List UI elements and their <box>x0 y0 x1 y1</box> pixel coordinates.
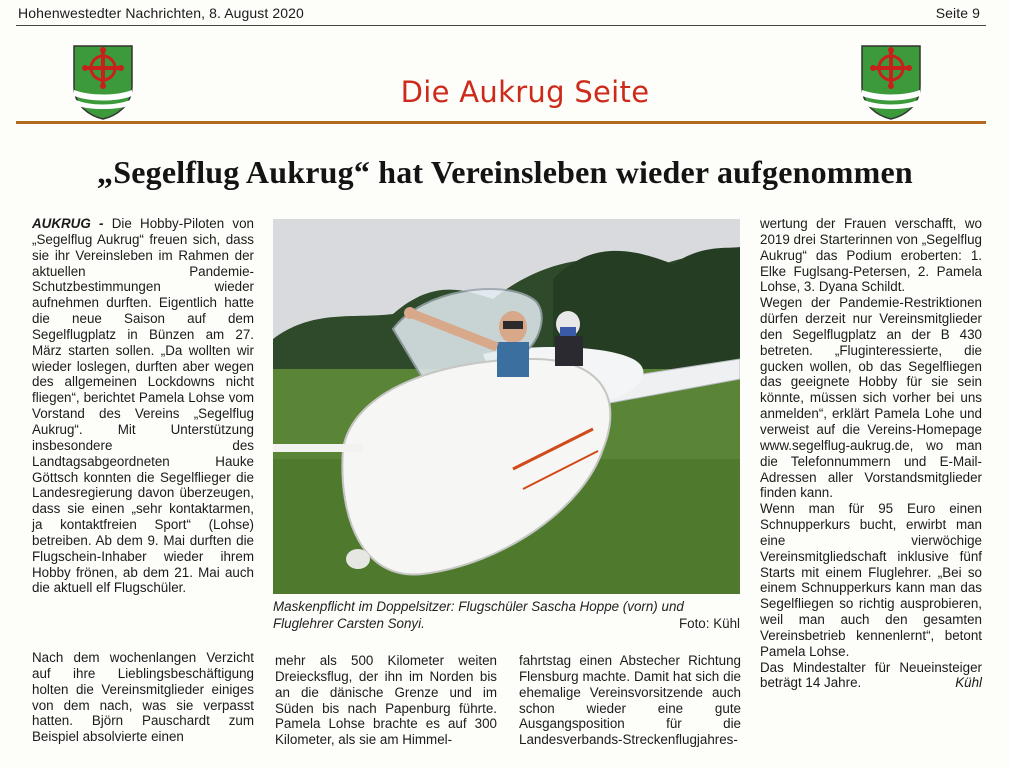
article-text-col4b: Wegen der Pandemie-Restriktionen dürfen derzeit nur Vereinsmitglieder den Segelflugplatz an der B 430 betreten. „Fluginteressierte, die gucken wollen, ob das Segelfliegen das geeignete Hobby für sie sein könnte, müssen sich vorher bei uns anmelden“, erklärt Pamela Lohe und verweist auf die Vereins-Homepage www.segelflug-aukrug.de, wo man die Telefonnummern und E-Mail-Adressen aller Vorstandsmitglieder finden kann. <box>760 295 982 501</box>
coat-of-arms-icon <box>860 44 922 120</box>
banner-rule <box>16 121 986 124</box>
header-rule <box>16 25 986 26</box>
article-text-col1b: Nach dem wochenlangen Verzicht auf ihre Lieblingsbeschäftigung holten die Vereinsmitglieder einiges von dem nach, was sie verpasst hatten. Björn Pauschardt zum Beispiel absolvierte einen <box>32 650 254 745</box>
article-text-col4d: Das Mindestalter für Neueinsteiger beträgt 14 Jahre. <box>760 659 982 691</box>
photo-caption <box>273 598 740 632</box>
glider-photo-illustration <box>273 219 740 594</box>
article-dateline: AUKRUG - <box>32 216 104 231</box>
article-photo <box>273 219 740 594</box>
article-headline: „Segelflug Aukrug“ hat Vereinsleben wieder aufgenommen <box>97 154 913 190</box>
article-column-1 <box>32 216 254 596</box>
article-text-col4c: Wenn man für 95 Euro einen Schnupperkurs bucht, erwirbt man eine vierwöchige Vereinsmitgliedschaft inklusive fünf Starts mit einem Fluglehrer. „Bei so einem Schnupperkurs kann man das Segelfliegen so richtig ausprobieren, weil man auch den gesamten Vereinsbetrieb kennenlernt“, betont Pamela Lohse. <box>760 501 982 659</box>
article-column-2 <box>275 653 497 748</box>
photo-credit: Foto: Kühl <box>678 616 740 631</box>
article-text-col4a: wertung der Frauen verschafft, wo 2019 drei Starterinnen von „Segelflug Aukrug“ das Podium eroberten: 1. Elke Fuglsang-Petersen, 2. Pamela Lohse, 3. Dyana Schildt. <box>760 216 982 295</box>
coat-of-arms-icon <box>72 44 134 120</box>
article-column-1-bottom <box>32 650 254 745</box>
article-column-3 <box>519 653 741 748</box>
publication-line: Hohenwestedter Nachrichten, 8. August 2020 <box>18 5 304 21</box>
page-number: Seite 9 <box>935 5 980 21</box>
photo-caption-text: Maskenpflicht im Doppelsitzer: Flugschüler Sascha Hoppe (vorn) und Fluglehrer Carsten Sonyi. <box>273 599 684 631</box>
article-text-col3: fahrtstag einen Abstecher Richtung Flensburg machte. Damit hat sich die ehemalige Vereinsvorsitzende auch schon wieder eine gute Ausgangsposition für die Landesverbands-Streckenflugjahres- <box>519 653 741 748</box>
article-column-4 <box>760 216 982 691</box>
article-text-col1: Die Hobby-Piloten von „Segelflug Aukrug“ freuen sich, dass sie ihr Vereinsleben im Rahmen der aktuellen Pandemie-Schutzbestimmungen wieder aufnehmen durften. Eigentlich hatte die neue Saison auf dem Segelflugplatz in Bünzen am 27. März starten sollen. „Da wollten wir wieder loslegen, durften aber wegen des allgemeinen Lockdowns nicht fliegen“, berichtet Pamela Lohse vom Vorstand des Vereins „Segelflug Aukrug“. Mit Unterstützung insbesondere des Landtagsabgeordneten Hauke Göttsch konnten die Segelflieger die Landesregierung davon überzeugen, dass sie einen „sehr kontaktarmen, ja kontaktfreien Sport“ (Lohse) betreiben. Ab dem 9. Mai durften die Flugschein-Inhaber wieder ihrem Hobby frönen, ab dem 21. Mai auch die aktuell elf Flugschüler. <box>32 216 254 596</box>
section-banner-title: Die Aukrug Seite <box>400 75 650 109</box>
article-text-col2: mehr als 500 Kilometer weiten Dreiecksflug, der ihn im Norden bis an die dänische Grenze und im Süden bis nach Papenburg führte. Pamela Lohse brachte es auf 300 Kilometer, als sie am Himmel- <box>275 653 497 748</box>
article-author: Kühl <box>955 675 982 691</box>
